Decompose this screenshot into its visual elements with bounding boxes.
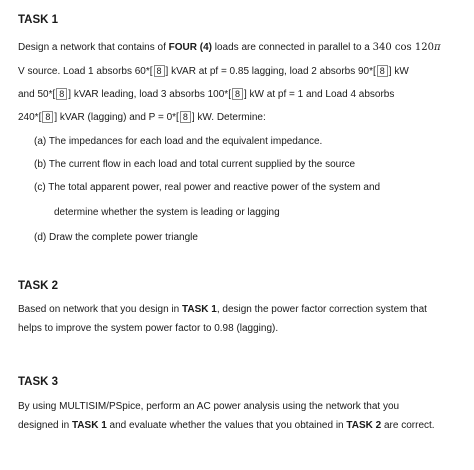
task1-line-3 <box>18 88 394 101</box>
task1-item-a: (a) The impedances for each load and the equivalent impedance. <box>34 136 323 147</box>
text: ] kW at pf = 1 and Load 4 absorbs <box>244 89 395 100</box>
task3-heading: TASK 3 <box>18 376 59 388</box>
text: ] kVAR at pf = 0.85 lagging, load 2 absorbs 90*[ <box>165 66 376 77</box>
text: ] kW <box>388 66 409 77</box>
task1-line-4 <box>18 111 266 124</box>
answer-box: 8 <box>154 65 165 77</box>
answer-box: 8 <box>56 88 67 100</box>
answer-box: 8 <box>42 111 53 123</box>
task1-item-b: (b) The current flow in each load and total current supplied by the source <box>34 159 356 170</box>
task2-heading: TASK 2 <box>18 280 59 292</box>
text: ] kVAR leading, load 3 absorbs 100*[ <box>68 89 231 100</box>
bold-text: TASK 1 <box>182 304 217 315</box>
task1-item-d: (d) Draw the complete power triangle <box>34 232 198 243</box>
text: , design the power factor correction system that <box>216 304 427 315</box>
task3-line-2 <box>18 420 435 432</box>
bold-text: TASK 1 <box>71 420 107 431</box>
text: ] kVAR (lagging) and P = 0*[ <box>54 112 179 123</box>
answer-box: 8 <box>377 65 388 77</box>
task1-line-1 <box>18 42 441 54</box>
task3-line-1: By using MULTISIM/PSpice, perform an AC power analysis using the network that you <box>18 401 400 412</box>
text: are correct. <box>381 420 435 431</box>
task1-item-c-cont: determine whether the system is leading or lagging <box>54 207 280 218</box>
text: designed in <box>18 420 72 431</box>
text: loads are connected in parallel to a <box>211 42 373 53</box>
source-expression: 340 cos 120π <box>372 42 441 53</box>
answer-box: 8 <box>232 88 243 100</box>
text: 240*[ <box>18 112 42 123</box>
text: Design a network that contains of <box>18 42 169 53</box>
task2-line-1 <box>18 304 427 316</box>
text: ] kW. Determine: <box>191 112 266 123</box>
text: and evaluate whether the values that you obtained in <box>106 420 347 431</box>
answer-box: 8 <box>180 111 191 123</box>
text: V source. Load 1 absorbs 60*[ <box>18 66 153 77</box>
bold-text: FOUR (4) <box>168 42 212 53</box>
text: Based on network that you design in <box>18 304 182 315</box>
task1-item-c: (c) The total apparent power, real power and reactive power of the system and <box>34 182 381 193</box>
task1-line-2 <box>18 65 409 78</box>
task1-heading: TASK 1 <box>18 14 59 26</box>
text: and 50*[ <box>18 89 56 100</box>
task2-line-2: helps to improve the system power factor to 0.98 (lagging). <box>18 323 279 334</box>
bold-text: TASK 2 <box>346 420 382 431</box>
